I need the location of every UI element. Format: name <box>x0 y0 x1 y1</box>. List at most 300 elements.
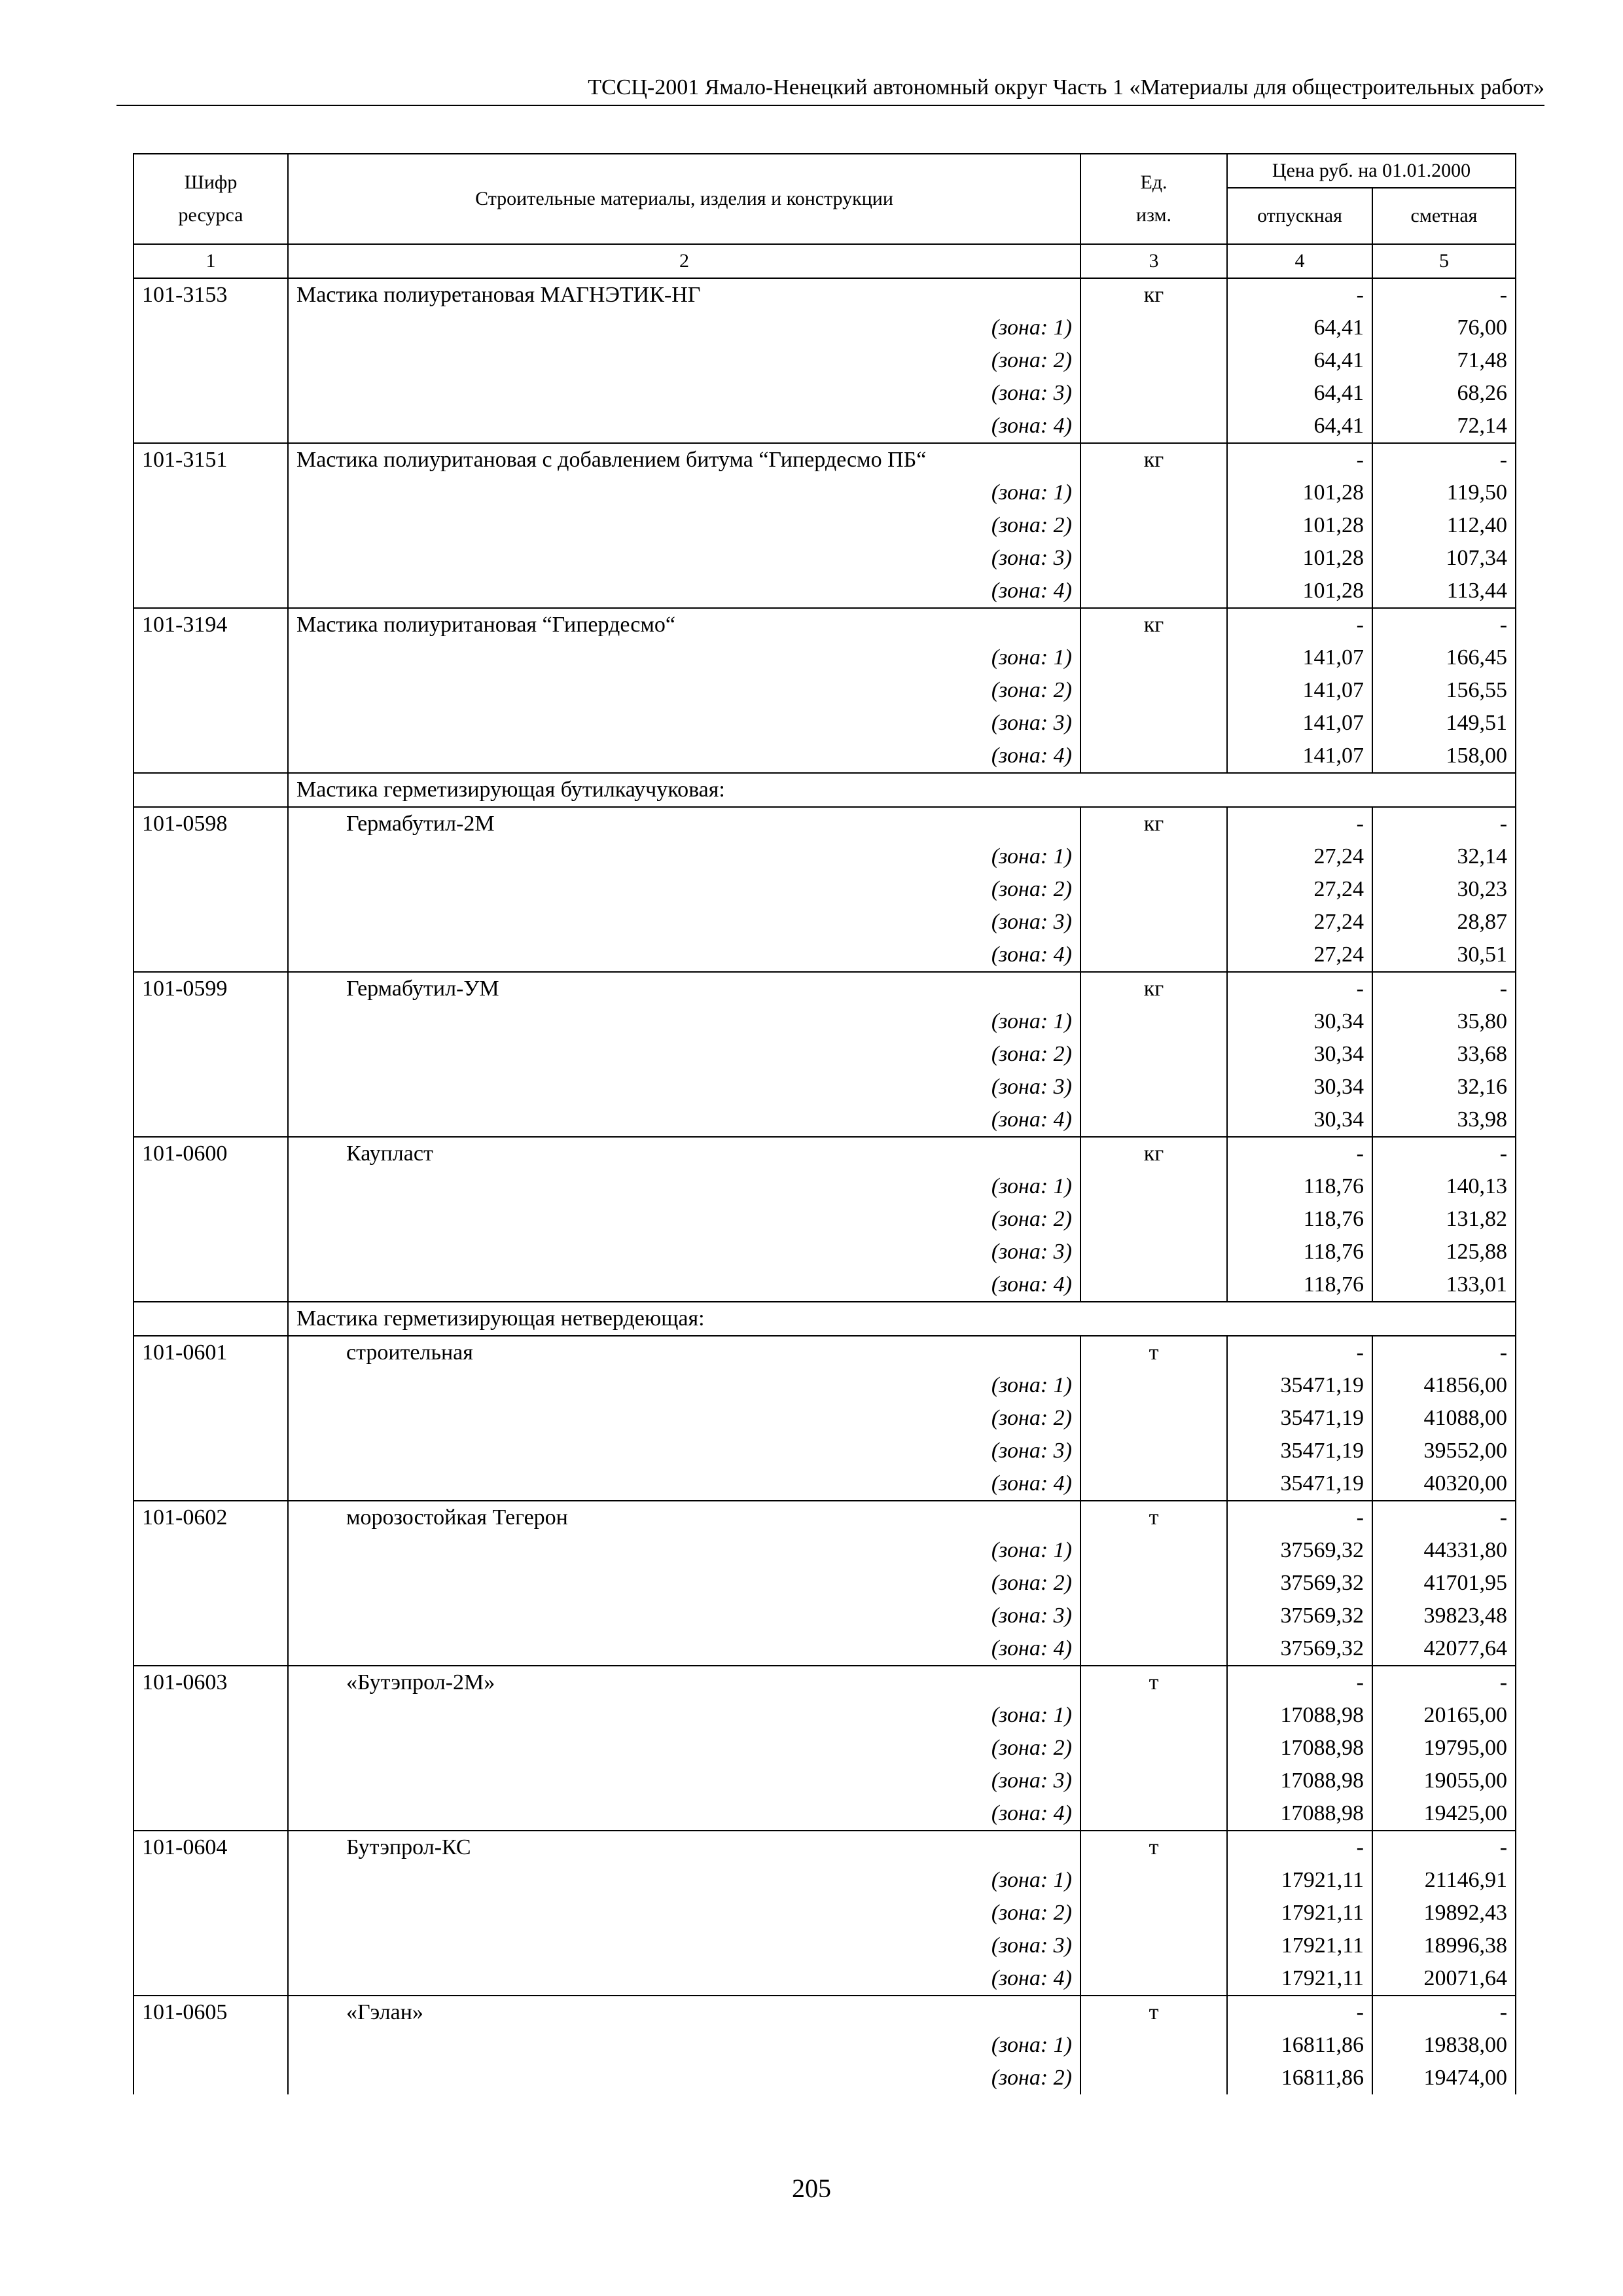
estimate-price: 30,23 <box>1372 873 1516 906</box>
unit <box>1080 1632 1227 1666</box>
unit <box>1080 906 1227 939</box>
resource-code <box>134 840 288 873</box>
unit <box>1080 939 1227 972</box>
release-price: 35471,19 <box>1227 1467 1372 1501</box>
release-price: 64,41 <box>1227 344 1372 377</box>
resource-code <box>134 1467 288 1501</box>
zone-label: (зона: 2) <box>288 1203 1080 1236</box>
zone-row <box>134 1005 1516 1038</box>
estimate-price: 41088,00 <box>1372 1402 1516 1435</box>
unit <box>1080 509 1227 542</box>
estimate-price: 71,48 <box>1372 344 1516 377</box>
zone-label: (зона: 3) <box>288 542 1080 575</box>
resource-code <box>134 1302 288 1336</box>
resource-code: 101-3151 <box>134 443 288 476</box>
estimate-price: 33,98 <box>1372 1103 1516 1137</box>
unit <box>1080 1005 1227 1038</box>
unit: т <box>1080 1831 1227 1864</box>
estimate-price: - <box>1372 608 1516 641</box>
estimate-price: 44331,80 <box>1372 1534 1516 1567</box>
estimate-price: - <box>1372 443 1516 476</box>
estimate-price: 112,40 <box>1372 509 1516 542</box>
zone-row <box>134 542 1516 575</box>
resource-code <box>134 1236 288 1268</box>
release-price: 37569,32 <box>1227 1567 1372 1600</box>
unit <box>1080 840 1227 873</box>
release-price: 17921,11 <box>1227 1897 1372 1929</box>
unit <box>1080 1038 1227 1071</box>
zone-label: (зона: 4) <box>288 740 1080 773</box>
unit <box>1080 1435 1227 1467</box>
unit <box>1080 674 1227 707</box>
unit: т <box>1080 1336 1227 1369</box>
release-price: 17088,98 <box>1227 1797 1372 1831</box>
estimate-price: - <box>1372 1666 1516 1699</box>
estimate-price: 39552,00 <box>1372 1435 1516 1467</box>
unit <box>1080 2062 1227 2094</box>
zone-row <box>134 1699 1516 1732</box>
resource-code: 101-0599 <box>134 972 288 1005</box>
zone-label: (зона: 2) <box>288 1567 1080 1600</box>
unit <box>1080 2029 1227 2062</box>
column-number: 4 <box>1227 244 1372 278</box>
resource-code <box>134 906 288 939</box>
release-price: 37569,32 <box>1227 1632 1372 1666</box>
zone-label: (зона: 1) <box>288 2029 1080 2062</box>
material-name: Гермабутил-УМ <box>288 972 1080 1005</box>
estimate-price: - <box>1372 1501 1516 1534</box>
zone-label: (зона: 2) <box>288 1038 1080 1071</box>
estimate-price: 18996,38 <box>1372 1929 1516 1962</box>
estimate-price: 113,44 <box>1372 575 1516 608</box>
zone-label: (зона: 2) <box>288 1897 1080 1929</box>
resource-code: 101-0601 <box>134 1336 288 1369</box>
resource-code <box>134 1897 288 1929</box>
zone-row <box>134 1071 1516 1103</box>
estimate-price: 35,80 <box>1372 1005 1516 1038</box>
resource-code <box>134 1797 288 1831</box>
estimate-price: 30,51 <box>1372 939 1516 972</box>
estimate-price: 107,34 <box>1372 542 1516 575</box>
zone-row <box>134 2062 1516 2094</box>
material-name: «Гэлан» <box>288 1996 1080 2029</box>
unit <box>1080 1103 1227 1137</box>
release-price: 27,24 <box>1227 840 1372 873</box>
unit <box>1080 1962 1227 1996</box>
material-name: «Бутэпрол-2М» <box>288 1666 1080 1699</box>
zone-label: (зона: 2) <box>288 344 1080 377</box>
col-header-code: Шифр ресурса <box>134 154 288 244</box>
estimate-price: 20165,00 <box>1372 1699 1516 1732</box>
unit: кг <box>1080 1137 1227 1170</box>
release-price: 17088,98 <box>1227 1765 1372 1797</box>
unit: кг <box>1080 278 1227 312</box>
zone-label: (зона: 1) <box>288 476 1080 509</box>
zone-row <box>134 377 1516 410</box>
resource-code: 101-3153 <box>134 278 288 312</box>
unit <box>1080 1534 1227 1567</box>
estimate-price: 32,16 <box>1372 1071 1516 1103</box>
resource-code <box>134 377 288 410</box>
material-name: морозостойкая Тегерон <box>288 1501 1080 1534</box>
table-row <box>134 1666 1516 1699</box>
col-header-unit: Ед. изм. <box>1080 154 1227 244</box>
estimate-price: 19425,00 <box>1372 1797 1516 1831</box>
zone-row <box>134 1038 1516 1071</box>
unit: т <box>1080 1996 1227 2029</box>
zone-row <box>134 1103 1516 1137</box>
estimate-price: 42077,64 <box>1372 1632 1516 1666</box>
zone-row <box>134 1897 1516 1929</box>
release-price: - <box>1227 1336 1372 1369</box>
zone-label: (зона: 2) <box>288 509 1080 542</box>
table-row <box>134 278 1516 312</box>
unit <box>1080 873 1227 906</box>
zone-label: (зона: 3) <box>288 1929 1080 1962</box>
resource-code <box>134 641 288 674</box>
release-price: - <box>1227 1996 1372 2029</box>
release-price: 141,07 <box>1227 641 1372 674</box>
material-name: Мастика полиуретановая МАГНЭТИК-НГ <box>288 278 1080 312</box>
resource-code <box>134 1038 288 1071</box>
release-price: 30,34 <box>1227 1005 1372 1038</box>
zone-row <box>134 509 1516 542</box>
estimate-price: - <box>1372 1831 1516 1864</box>
release-price: - <box>1227 443 1372 476</box>
col-header-estimate: сметная <box>1372 188 1516 244</box>
release-price: - <box>1227 1501 1372 1534</box>
resource-code <box>134 740 288 773</box>
zone-label: (зона: 4) <box>288 1797 1080 1831</box>
unit <box>1080 641 1227 674</box>
zone-label: (зона: 1) <box>288 641 1080 674</box>
release-price: 16811,86 <box>1227 2062 1372 2094</box>
zone-label: (зона: 2) <box>288 2062 1080 2094</box>
unit <box>1080 1897 1227 1929</box>
material-name: Гермабутил-2М <box>288 807 1080 840</box>
release-price: 27,24 <box>1227 939 1372 972</box>
resource-code <box>134 1071 288 1103</box>
resource-code <box>134 575 288 608</box>
unit <box>1080 1170 1227 1203</box>
resource-code <box>134 1402 288 1435</box>
release-price: 27,24 <box>1227 906 1372 939</box>
release-price: 101,28 <box>1227 575 1372 608</box>
resource-code <box>134 939 288 972</box>
resource-code <box>134 2029 288 2062</box>
col-header-price: Цена руб. на 01.01.2000 <box>1227 154 1516 188</box>
zone-row <box>134 674 1516 707</box>
resource-code <box>134 2062 288 2094</box>
zone-label: (зона: 1) <box>288 1534 1080 1567</box>
zone-row <box>134 1369 1516 1402</box>
resource-code <box>134 344 288 377</box>
unit <box>1080 1600 1227 1632</box>
zone-row <box>134 1467 1516 1501</box>
group-heading: Мастика герметизирующая бутилкаучуковая: <box>288 773 1516 807</box>
estimate-price: 21146,91 <box>1372 1864 1516 1897</box>
estimate-price: 39823,48 <box>1372 1600 1516 1632</box>
release-price: - <box>1227 278 1372 312</box>
table-row <box>134 807 1516 840</box>
zone-label: (зона: 3) <box>288 1435 1080 1467</box>
table-row <box>134 443 1516 476</box>
release-price: 37569,32 <box>1227 1600 1372 1632</box>
unit: т <box>1080 1501 1227 1534</box>
unit <box>1080 1732 1227 1765</box>
unit <box>1080 1929 1227 1962</box>
unit <box>1080 575 1227 608</box>
zone-row <box>134 1962 1516 1996</box>
release-price: - <box>1227 608 1372 641</box>
estimate-price: 119,50 <box>1372 476 1516 509</box>
estimate-price: - <box>1372 1336 1516 1369</box>
zone-label: (зона: 3) <box>288 1071 1080 1103</box>
zone-row <box>134 575 1516 608</box>
zone-label: (зона: 4) <box>288 939 1080 972</box>
table-row <box>134 1996 1516 2029</box>
release-price: 64,41 <box>1227 410 1372 443</box>
estimate-price: 41701,95 <box>1372 1567 1516 1600</box>
resource-code <box>134 1732 288 1765</box>
estimate-price: 19474,00 <box>1372 2062 1516 2094</box>
material-name: Каупласт <box>288 1137 1080 1170</box>
zone-label: (зона: 2) <box>288 674 1080 707</box>
estimate-price: 149,51 <box>1372 707 1516 740</box>
zone-label: (зона: 2) <box>288 1402 1080 1435</box>
resource-code <box>134 1170 288 1203</box>
table-row <box>134 608 1516 641</box>
zone-label: (зона: 4) <box>288 1268 1080 1302</box>
unit <box>1080 1467 1227 1501</box>
page-number: 205 <box>792 2174 831 2203</box>
release-price: 118,76 <box>1227 1170 1372 1203</box>
zone-label: (зона: 2) <box>288 873 1080 906</box>
estimate-price: 19795,00 <box>1372 1732 1516 1765</box>
unit: кг <box>1080 443 1227 476</box>
zone-row <box>134 707 1516 740</box>
column-number: 5 <box>1372 244 1516 278</box>
resource-code <box>134 1929 288 1962</box>
zone-row <box>134 1435 1516 1467</box>
unit <box>1080 1402 1227 1435</box>
zone-row <box>134 641 1516 674</box>
resource-code <box>134 1699 288 1732</box>
release-price: 17921,11 <box>1227 1962 1372 1996</box>
unit: кг <box>1080 608 1227 641</box>
release-price: 101,28 <box>1227 476 1372 509</box>
zone-row <box>134 873 1516 906</box>
zone-row <box>134 410 1516 443</box>
zone-label: (зона: 1) <box>288 1369 1080 1402</box>
unit <box>1080 476 1227 509</box>
release-price: 35471,19 <box>1227 1402 1372 1435</box>
zone-row <box>134 1797 1516 1831</box>
resource-code <box>134 1632 288 1666</box>
unit <box>1080 542 1227 575</box>
header-rule <box>116 105 1544 106</box>
group-heading-row <box>134 1302 1516 1336</box>
estimate-price: 140,13 <box>1372 1170 1516 1203</box>
resource-code <box>134 1962 288 1996</box>
zone-label: (зона: 3) <box>288 906 1080 939</box>
unit <box>1080 707 1227 740</box>
release-price: 27,24 <box>1227 873 1372 906</box>
resource-code <box>134 773 288 807</box>
unit: кг <box>1080 807 1227 840</box>
unit: кг <box>1080 972 1227 1005</box>
table-row <box>134 972 1516 1005</box>
zone-label: (зона: 3) <box>288 1600 1080 1632</box>
material-name: Бутэпрол-КС <box>288 1831 1080 1864</box>
unit <box>1080 740 1227 773</box>
group-heading-row <box>134 773 1516 807</box>
resource-code: 101-0598 <box>134 807 288 840</box>
zone-label: (зона: 2) <box>288 1732 1080 1765</box>
resource-code: 101-0602 <box>134 1501 288 1534</box>
resource-code <box>134 410 288 443</box>
zone-row <box>134 1402 1516 1435</box>
estimate-price: - <box>1372 278 1516 312</box>
zone-label: (зона: 3) <box>288 377 1080 410</box>
price-table <box>133 153 1516 2094</box>
estimate-price: 33,68 <box>1372 1038 1516 1071</box>
zone-row <box>134 476 1516 509</box>
unit <box>1080 410 1227 443</box>
zone-label: (зона: 4) <box>288 575 1080 608</box>
release-price: - <box>1227 972 1372 1005</box>
release-price: 101,28 <box>1227 509 1372 542</box>
estimate-price: 166,45 <box>1372 641 1516 674</box>
estimate-price: - <box>1372 807 1516 840</box>
zone-label: (зона: 4) <box>288 1467 1080 1501</box>
material-name: Мастика полиуритановая с добавлением битума “Гипердесмо ПБ“ <box>288 443 1080 476</box>
release-price: 141,07 <box>1227 740 1372 773</box>
zone-label: (зона: 1) <box>288 1699 1080 1732</box>
resource-code: 101-0603 <box>134 1666 288 1699</box>
unit <box>1080 1699 1227 1732</box>
zone-row <box>134 344 1516 377</box>
unit <box>1080 1071 1227 1103</box>
zone-row <box>134 906 1516 939</box>
resource-code: 101-0604 <box>134 1831 288 1864</box>
unit <box>1080 1797 1227 1831</box>
release-price: 17088,98 <box>1227 1732 1372 1765</box>
zone-row <box>134 740 1516 773</box>
resource-code: 101-3194 <box>134 608 288 641</box>
resource-code <box>134 312 288 344</box>
estimate-price: 19892,43 <box>1372 1897 1516 1929</box>
release-price: 141,07 <box>1227 674 1372 707</box>
estimate-price: 41856,00 <box>1372 1369 1516 1402</box>
material-name: строительная <box>288 1336 1080 1369</box>
resource-code <box>134 476 288 509</box>
estimate-price: 28,87 <box>1372 906 1516 939</box>
estimate-price: 20071,64 <box>1372 1962 1516 1996</box>
release-price: - <box>1227 1666 1372 1699</box>
resource-code <box>134 1765 288 1797</box>
zone-label: (зона: 4) <box>288 1962 1080 1996</box>
resource-code <box>134 542 288 575</box>
zone-row <box>134 1600 1516 1632</box>
unit <box>1080 1765 1227 1797</box>
resource-code <box>134 1435 288 1467</box>
unit <box>1080 1864 1227 1897</box>
zone-label: (зона: 4) <box>288 1103 1080 1137</box>
release-price: - <box>1227 807 1372 840</box>
release-price: 30,34 <box>1227 1071 1372 1103</box>
release-price: 30,34 <box>1227 1103 1372 1137</box>
zone-row <box>134 1732 1516 1765</box>
resource-code <box>134 1567 288 1600</box>
resource-code <box>134 1005 288 1038</box>
resource-code <box>134 1600 288 1632</box>
zone-row <box>134 1170 1516 1203</box>
release-price: - <box>1227 1137 1372 1170</box>
column-number: 3 <box>1080 244 1227 278</box>
zone-row <box>134 312 1516 344</box>
estimate-price: 68,26 <box>1372 377 1516 410</box>
resource-code: 101-0605 <box>134 1996 288 2029</box>
estimate-price: 40320,00 <box>1372 1467 1516 1501</box>
zone-label: (зона: 1) <box>288 840 1080 873</box>
zone-row <box>134 2029 1516 2062</box>
resource-code <box>134 1369 288 1402</box>
zone-label: (зона: 3) <box>288 707 1080 740</box>
zone-row <box>134 840 1516 873</box>
zone-label: (зона: 3) <box>288 1765 1080 1797</box>
release-price: 17921,11 <box>1227 1929 1372 1962</box>
release-price: 17088,98 <box>1227 1699 1372 1732</box>
resource-code <box>134 707 288 740</box>
zone-row <box>134 1765 1516 1797</box>
release-price: 37569,32 <box>1227 1534 1372 1567</box>
col-header-name: Строительные материалы, изделия и конструкции <box>288 154 1080 244</box>
table-row <box>134 1336 1516 1369</box>
estimate-price: - <box>1372 1137 1516 1170</box>
estimate-price: 19055,00 <box>1372 1765 1516 1797</box>
release-price: 64,41 <box>1227 312 1372 344</box>
zone-row <box>134 1268 1516 1302</box>
group-heading: Мастика герметизирующая нетвердеющая: <box>288 1302 1516 1336</box>
material-name: Мастика полиуритановая “Гипердесмо“ <box>288 608 1080 641</box>
release-price: 16811,86 <box>1227 2029 1372 2062</box>
resource-code <box>134 1864 288 1897</box>
release-price: 101,28 <box>1227 542 1372 575</box>
release-price: - <box>1227 1831 1372 1864</box>
unit <box>1080 1268 1227 1302</box>
release-price: 35471,19 <box>1227 1435 1372 1467</box>
zone-label: (зона: 1) <box>288 1005 1080 1038</box>
zone-row <box>134 1864 1516 1897</box>
column-number: 2 <box>288 244 1080 278</box>
table-row <box>134 1501 1516 1534</box>
zone-label: (зона: 4) <box>288 1632 1080 1666</box>
unit <box>1080 1567 1227 1600</box>
zone-row <box>134 1632 1516 1666</box>
unit <box>1080 377 1227 410</box>
zone-label: (зона: 3) <box>288 1236 1080 1268</box>
release-price: 118,76 <box>1227 1268 1372 1302</box>
resource-code <box>134 674 288 707</box>
estimate-price: - <box>1372 1996 1516 2029</box>
estimate-price: 72,14 <box>1372 410 1516 443</box>
release-price: 64,41 <box>1227 377 1372 410</box>
resource-code <box>134 1534 288 1567</box>
estimate-price: 158,00 <box>1372 740 1516 773</box>
zone-row <box>134 939 1516 972</box>
estimate-price: 133,01 <box>1372 1268 1516 1302</box>
